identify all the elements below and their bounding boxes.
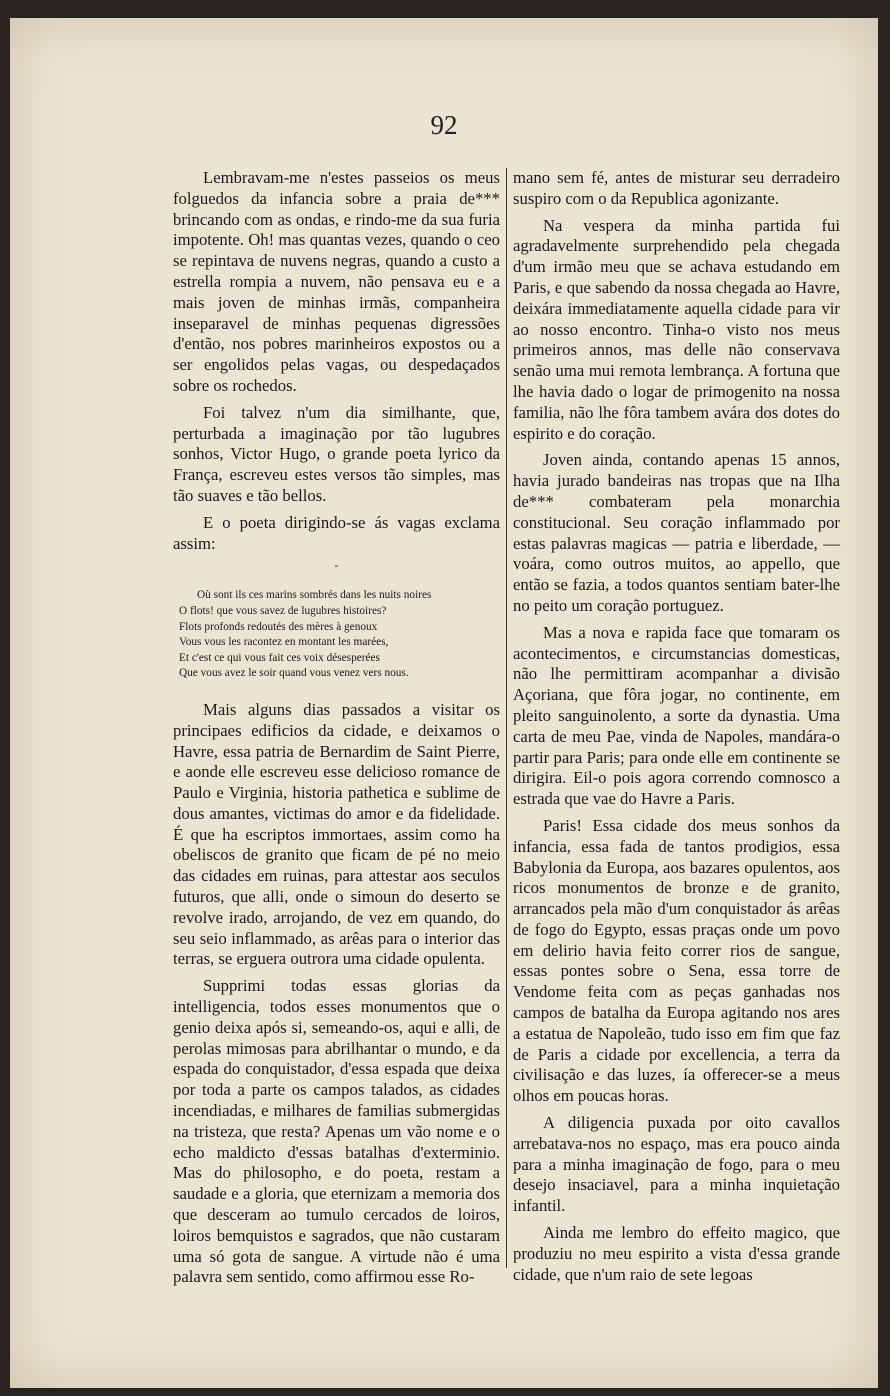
- paragraph: E o poeta dirigindo-se ás vagas exclama assim:: [173, 512, 500, 553]
- paragraph: Mas a nova e rapida face que tomaram os acontecimentos, e circumstancias domesticas, não lhe permittiram acompanhar a divisão Açoriana, que fôra jogar, no continente, em pleito sanguinolento, a sorte da dynastia. Uma carta de meu Pae, vinda de Napoles, mandára-o partir para Paris; para onde elle em continente se dirigira. Eil-o pois agora correndo comnosco a estrada que vae do Havre a Paris.: [513, 622, 840, 809]
- paragraph: Supprimi todas essas glorias da intelligencia, todos esses monumentos que o genio deixa após si, semeando-os, aqui e alli, de perolas mimosas para abrilhantar o mundo, e da espada do conquistador, d'essa espada que deixa por toda a parte os campos talados, as cidades incendiadas, e milhares de familias submergidas na tristeza, que resta? Apenas um vão nome e o echo maldicto d'essas batalhas d'exterminio. Mas do philosopho, e do poeta, restam a saudade e a gloria, que eternizam a memoria dos que desceram ao tumulo cercados de loiros, loiros bemquistos e sagrados, que não custaram uma só gota de sangue. A virtude não é uma palavra sem sentido, como affirmou esse Ro-: [173, 976, 500, 1287]
- paragraph: A diligencia puxada por oito cavallos arrebatava-nos no espaço, mas era pouco ainda para a minha imaginação de fogo, para o meu desejo insaciavel, para a minha inquietação infantil.: [513, 1113, 840, 1216]
- column-divider: [506, 168, 507, 1268]
- verse-line: Que vous avez le soir quand vous venez vers nous.: [179, 667, 409, 680]
- verse-line: Et c'est ce qui vous fait ces voix désesperées: [179, 651, 380, 664]
- verse-line: Flots profonds redoutés des mères à genoux: [179, 620, 378, 633]
- page-number: 92: [430, 110, 458, 140]
- french-verse: [179, 588, 500, 682]
- paragraph: Joven ainda, contando apenas 15 annos, havia jurado bandeiras nas tropas que na Ilha de*** combateram pela monarchia constitucional. Seu coração inflammado por estas palavras magicas — patria e liberdade, — voára, como outros muitos, ao appello, que então se fazia, a todos quantos sentiam bater-lhe no peito um coração portuguez.: [513, 450, 840, 615]
- verse-line: O flots! que vous savez de lugubres histoires?: [179, 604, 387, 617]
- paragraph: Paris! Essa cidade dos meus sonhos da infancia, essa fada de tantos prodigios, essa Babylonia da Europa, aos bazares opulentos, aos ricos monumentos de bronze e de granito, arrancados pela mão d'um conquistador ás arêas de fogo do Egypto, essas praças onde um povo em delirio havia feito correr rios de sangue, essas pontes sobre o Sena, essa torre de Vendome feita com as peças ganhadas nos campos de batalha da Europa agitando nos ares a estatua de Napoleão, tudo isso em fim que faz de Paris a cidade por excellencia, a terra da civilisação e das luzes, ía offerecer-se a meus olhos em poucas horas.: [513, 815, 840, 1106]
- paragraph: Mais alguns dias passados a visitar os principaes edificios da cidade, e deixamos o Havre, essa patria de Bernardim de Saint Pierre, e aonde elle escreveu esse delicioso romance de Paulo e Virginia, historia pathetica e sublime de dous amantes, victimas do amor e da fidelidade. É que ha escriptos immortaes, assim como ha obeliscos de granito que ficam de pé no meio das cidades em ruinas, para attestar aos seculos futuros, que alli, onde o simoun do deserto se revolve irado, arrojando, de vez em quando, do seu seio inflammado, as arêas para o interior das terras, se erguera outrora uma cidade opulenta.: [173, 699, 500, 969]
- separator-mark: -: [334, 558, 339, 573]
- paragraph: Na vespera da minha partida fui agradavelmente surprehendido pela chegada d'um irmão meu que se achava estudando em Paris, e que sabendo da nossa chegada ao Havre, deixára immediatamente aquella cidade para vir ao nosso encontro. Tinha-o visto nos meus primeiros annos, mas delle não conservava senão uma mui remota lembrança. A fortuna que lhe havia dado o logar de primogenito na nossa familia, não lhe fôra tambem avára dos dotes do espirito e do coração.: [513, 215, 840, 443]
- verse-line: Vous vous les racontez en montant les marées,: [179, 636, 389, 649]
- verse-line: Où sont ils ces marins sombrés dans les nuits noires: [197, 589, 432, 602]
- paragraph: Foi talvez n'um dia similhante, que, perturbada a imaginação por tão lugubres sonhos, Victor Hugo, o grande poeta lyrico da França, escreveu estes versos tão simples, mas tão suaves e tão bellos.: [173, 402, 500, 505]
- left-column: [173, 168, 500, 1294]
- paragraph: mano sem fé, antes de misturar seu derradeiro suspiro com o da Republica agonizante.: [513, 168, 840, 208]
- book-page: [10, 18, 878, 1388]
- paragraph: Ainda me lembro do effeito magico, que produziu no meu espirito a vista d'essa grande cidade, que n'um raio de sete legoas: [513, 1223, 840, 1284]
- right-column: [513, 168, 840, 1291]
- paragraph: Lembravam-me n'estes passeios os meus folguedos da infancia sobre a praia de*** brincando com as ondas, e rindo-me da sua furia impotente. Oh! mas quantas vezes, quando o ceo se repintava de nuvens negras, quando a custo a estrella rompia a nuvem, não pensava eu e a mais joven de minhas irmãs, companheira inseparavel de minhas pequenas digressões d'então, nos pobres marinheiros expostos ou a ser engolidos pelas vagas, ou despedaçados sobre os rochedos.: [173, 168, 500, 395]
